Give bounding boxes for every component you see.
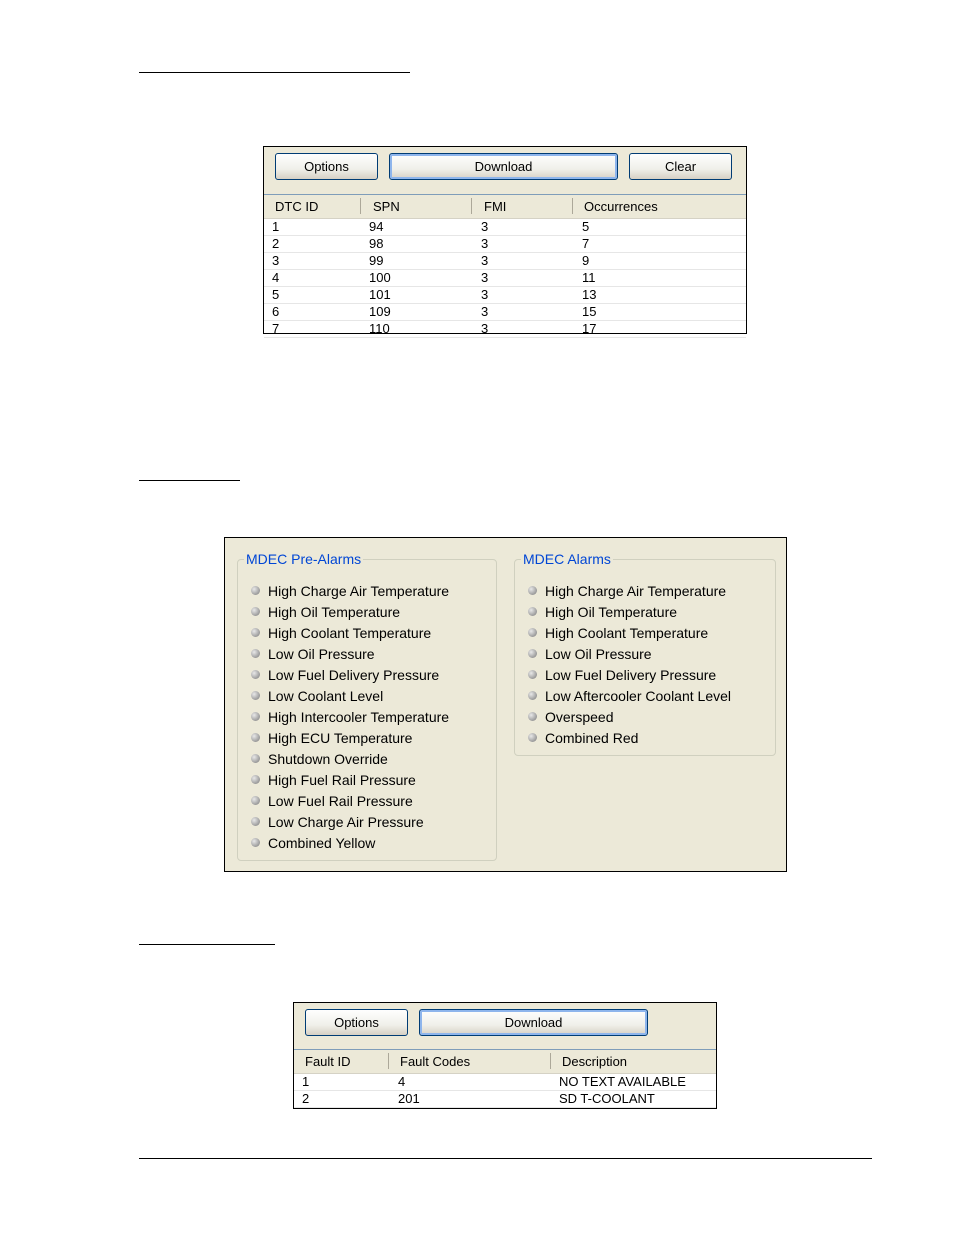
pre-alarm-item xyxy=(251,664,439,685)
status-led-icon xyxy=(251,691,260,700)
page-footer-rule xyxy=(139,1158,872,1159)
mdec-alarm-item xyxy=(528,685,731,706)
pre-alarm-item xyxy=(251,748,388,769)
alarms-panel xyxy=(224,537,787,872)
table-cell: 3 xyxy=(481,270,489,285)
status-led-icon xyxy=(251,607,260,616)
dtc-table-row[interactable] xyxy=(264,270,746,287)
faults-col-header[interactable]: Fault Codes xyxy=(400,1054,471,1069)
section-heading-rule-3 xyxy=(139,944,275,945)
table-cell: 109 xyxy=(369,304,391,319)
pre-alarm-item xyxy=(251,811,424,832)
faults-table xyxy=(294,1049,716,1108)
status-led-icon xyxy=(528,712,537,721)
mdec-alarm-label: Low Fuel Delivery Pressure xyxy=(545,666,717,683)
pre-alarm-label: Combined Yellow xyxy=(268,834,376,851)
table-cell: 101 xyxy=(369,287,391,302)
mdec-alarm-item xyxy=(528,601,677,622)
status-led-icon xyxy=(251,775,260,784)
status-led-icon xyxy=(251,754,260,763)
status-led-icon xyxy=(528,670,537,679)
mdec-alarm-label: High Oil Temperature xyxy=(545,603,678,620)
dtc-panel xyxy=(263,146,747,334)
pre-alarm-item xyxy=(251,643,375,664)
dtc-table-row[interactable] xyxy=(264,304,746,321)
pre-alarm-item xyxy=(251,601,400,622)
table-cell: 3 xyxy=(481,287,489,302)
pre-alarm-item xyxy=(251,580,449,601)
pre-alarm-item xyxy=(251,769,416,790)
status-led-icon xyxy=(251,586,260,595)
table-cell: 9 xyxy=(582,253,590,268)
status-led-icon xyxy=(251,628,260,637)
mdec-alarm-label: Low Oil Pressure xyxy=(545,645,652,662)
status-led-icon xyxy=(528,607,537,616)
pre-alarms-group xyxy=(237,551,497,861)
status-led-icon xyxy=(528,733,537,742)
faults-table-row[interactable] xyxy=(294,1091,716,1108)
mdec-alarm-item xyxy=(528,580,726,601)
section-heading-rule-1 xyxy=(139,72,410,73)
table-cell: 3 xyxy=(481,321,489,336)
table-cell: 5 xyxy=(582,219,590,234)
status-led-icon xyxy=(528,628,537,637)
dtc-col-header[interactable]: Occurrences xyxy=(584,199,658,214)
mdec-alarms-title: MDEC Alarms xyxy=(523,551,611,567)
pre-alarm-label: High Oil Temperature xyxy=(268,603,401,620)
mdec-alarm-item xyxy=(528,664,716,685)
table-cell: 2 xyxy=(302,1091,310,1106)
table-cell: 201 xyxy=(398,1091,420,1106)
dtc-table xyxy=(264,194,746,336)
mdec-alarm-label: High Charge Air Temperature xyxy=(545,582,727,599)
pre-alarm-label: High Charge Air Temperature xyxy=(268,582,450,599)
pre-alarm-item xyxy=(251,706,449,727)
mdec-alarm-item xyxy=(528,706,613,727)
pre-alarm-item xyxy=(251,727,412,748)
dtc-col-header[interactable]: DTC ID xyxy=(275,199,319,214)
table-cell: 2 xyxy=(272,236,280,251)
pre-alarm-label: Low Fuel Rail Pressure xyxy=(268,792,413,809)
pre-alarm-item xyxy=(251,685,383,706)
pre-alarm-item xyxy=(251,832,375,853)
table-cell: 94 xyxy=(369,219,384,234)
table-cell: 4 xyxy=(398,1074,406,1089)
table-cell: 7 xyxy=(272,321,280,336)
pre-alarm-label: Low Oil Pressure xyxy=(268,645,375,662)
table-cell: 7 xyxy=(582,236,590,251)
pre-alarm-label: High Coolant Temperature xyxy=(268,624,432,641)
dtc-table-header xyxy=(264,195,746,219)
table-cell: 3 xyxy=(272,253,280,268)
table-cell: 110 xyxy=(369,321,390,336)
status-led-icon xyxy=(528,586,537,595)
pre-alarm-label: Shutdown Override xyxy=(268,750,388,767)
status-led-icon xyxy=(251,712,260,721)
section-heading-rule-2 xyxy=(139,480,240,481)
pre-alarms-title: MDEC Pre-Alarms xyxy=(246,551,362,567)
table-cell: 99 xyxy=(369,253,384,268)
faults-panel xyxy=(293,1002,717,1109)
table-cell: 6 xyxy=(272,304,280,319)
table-cell: 3 xyxy=(481,304,489,319)
table-cell: 4 xyxy=(272,270,280,285)
pre-alarm-item xyxy=(251,790,413,811)
dtc-clear-button[interactable]: Clear xyxy=(629,153,732,180)
pre-alarm-label: High Fuel Rail Pressure xyxy=(268,771,416,788)
pre-alarm-label: Low Fuel Delivery Pressure xyxy=(268,666,440,683)
faults-col-header[interactable]: Description xyxy=(562,1054,628,1069)
pre-alarm-item xyxy=(251,622,431,643)
faults-table-row[interactable] xyxy=(294,1074,716,1091)
faults-download-button[interactable]: Download xyxy=(419,1009,648,1036)
mdec-alarm-label: Low Aftercooler Coolant Level xyxy=(545,687,731,704)
mdec-alarm-item xyxy=(528,643,652,664)
pre-alarm-label: High Intercooler Temperature xyxy=(268,708,450,725)
status-led-icon xyxy=(251,838,260,847)
dtc-col-header[interactable]: SPN xyxy=(373,199,400,214)
mdec-alarm-label: Combined Red xyxy=(545,729,639,746)
faults-options-button[interactable]: Options xyxy=(305,1009,408,1036)
table-cell: 17 xyxy=(582,321,597,336)
pre-alarm-label: Low Charge Air Pressure xyxy=(268,813,424,830)
table-cell: NO TEXT AVAILABLE xyxy=(559,1074,686,1089)
table-cell: 1 xyxy=(302,1074,310,1089)
dtc-table-row[interactable] xyxy=(264,287,746,304)
pre-alarm-label: Low Coolant Level xyxy=(268,687,384,704)
table-cell: 3 xyxy=(481,253,489,268)
faults-table-header xyxy=(294,1050,716,1074)
status-led-icon xyxy=(251,670,260,679)
dtc-download-button[interactable]: Download xyxy=(389,153,618,180)
mdec-alarm-label: High Coolant Temperature xyxy=(545,624,709,641)
table-cell: 1 xyxy=(272,219,280,234)
table-cell: 15 xyxy=(582,304,597,319)
table-cell: SD T-COOLANT xyxy=(559,1091,655,1106)
status-led-icon xyxy=(251,817,260,826)
mdec-alarms-group xyxy=(514,551,776,756)
pre-alarm-label: High ECU Temperature xyxy=(268,729,413,746)
table-cell: 100 xyxy=(369,270,391,285)
dtc-table-row[interactable] xyxy=(264,219,746,236)
status-led-icon xyxy=(528,691,537,700)
table-cell: 98 xyxy=(369,236,384,251)
dtc-table-row[interactable] xyxy=(264,253,746,270)
status-led-icon xyxy=(251,649,260,658)
dtc-col-header[interactable]: FMI xyxy=(484,199,507,214)
table-cell: 11 xyxy=(582,270,596,285)
dtc-table-row[interactable] xyxy=(264,321,746,338)
faults-col-header[interactable]: Fault ID xyxy=(305,1054,351,1069)
dtc-table-row[interactable] xyxy=(264,236,746,253)
mdec-alarm-item xyxy=(528,622,708,643)
status-led-icon xyxy=(251,796,260,805)
status-led-icon xyxy=(528,649,537,658)
table-cell: 5 xyxy=(272,287,280,302)
mdec-alarm-label: Overspeed xyxy=(545,708,614,725)
table-cell: 3 xyxy=(481,219,489,234)
table-cell: 13 xyxy=(582,287,597,302)
status-led-icon xyxy=(251,733,260,742)
table-cell: 3 xyxy=(481,236,489,251)
dtc-options-button[interactable]: Options xyxy=(275,153,378,180)
mdec-alarm-item xyxy=(528,727,638,748)
